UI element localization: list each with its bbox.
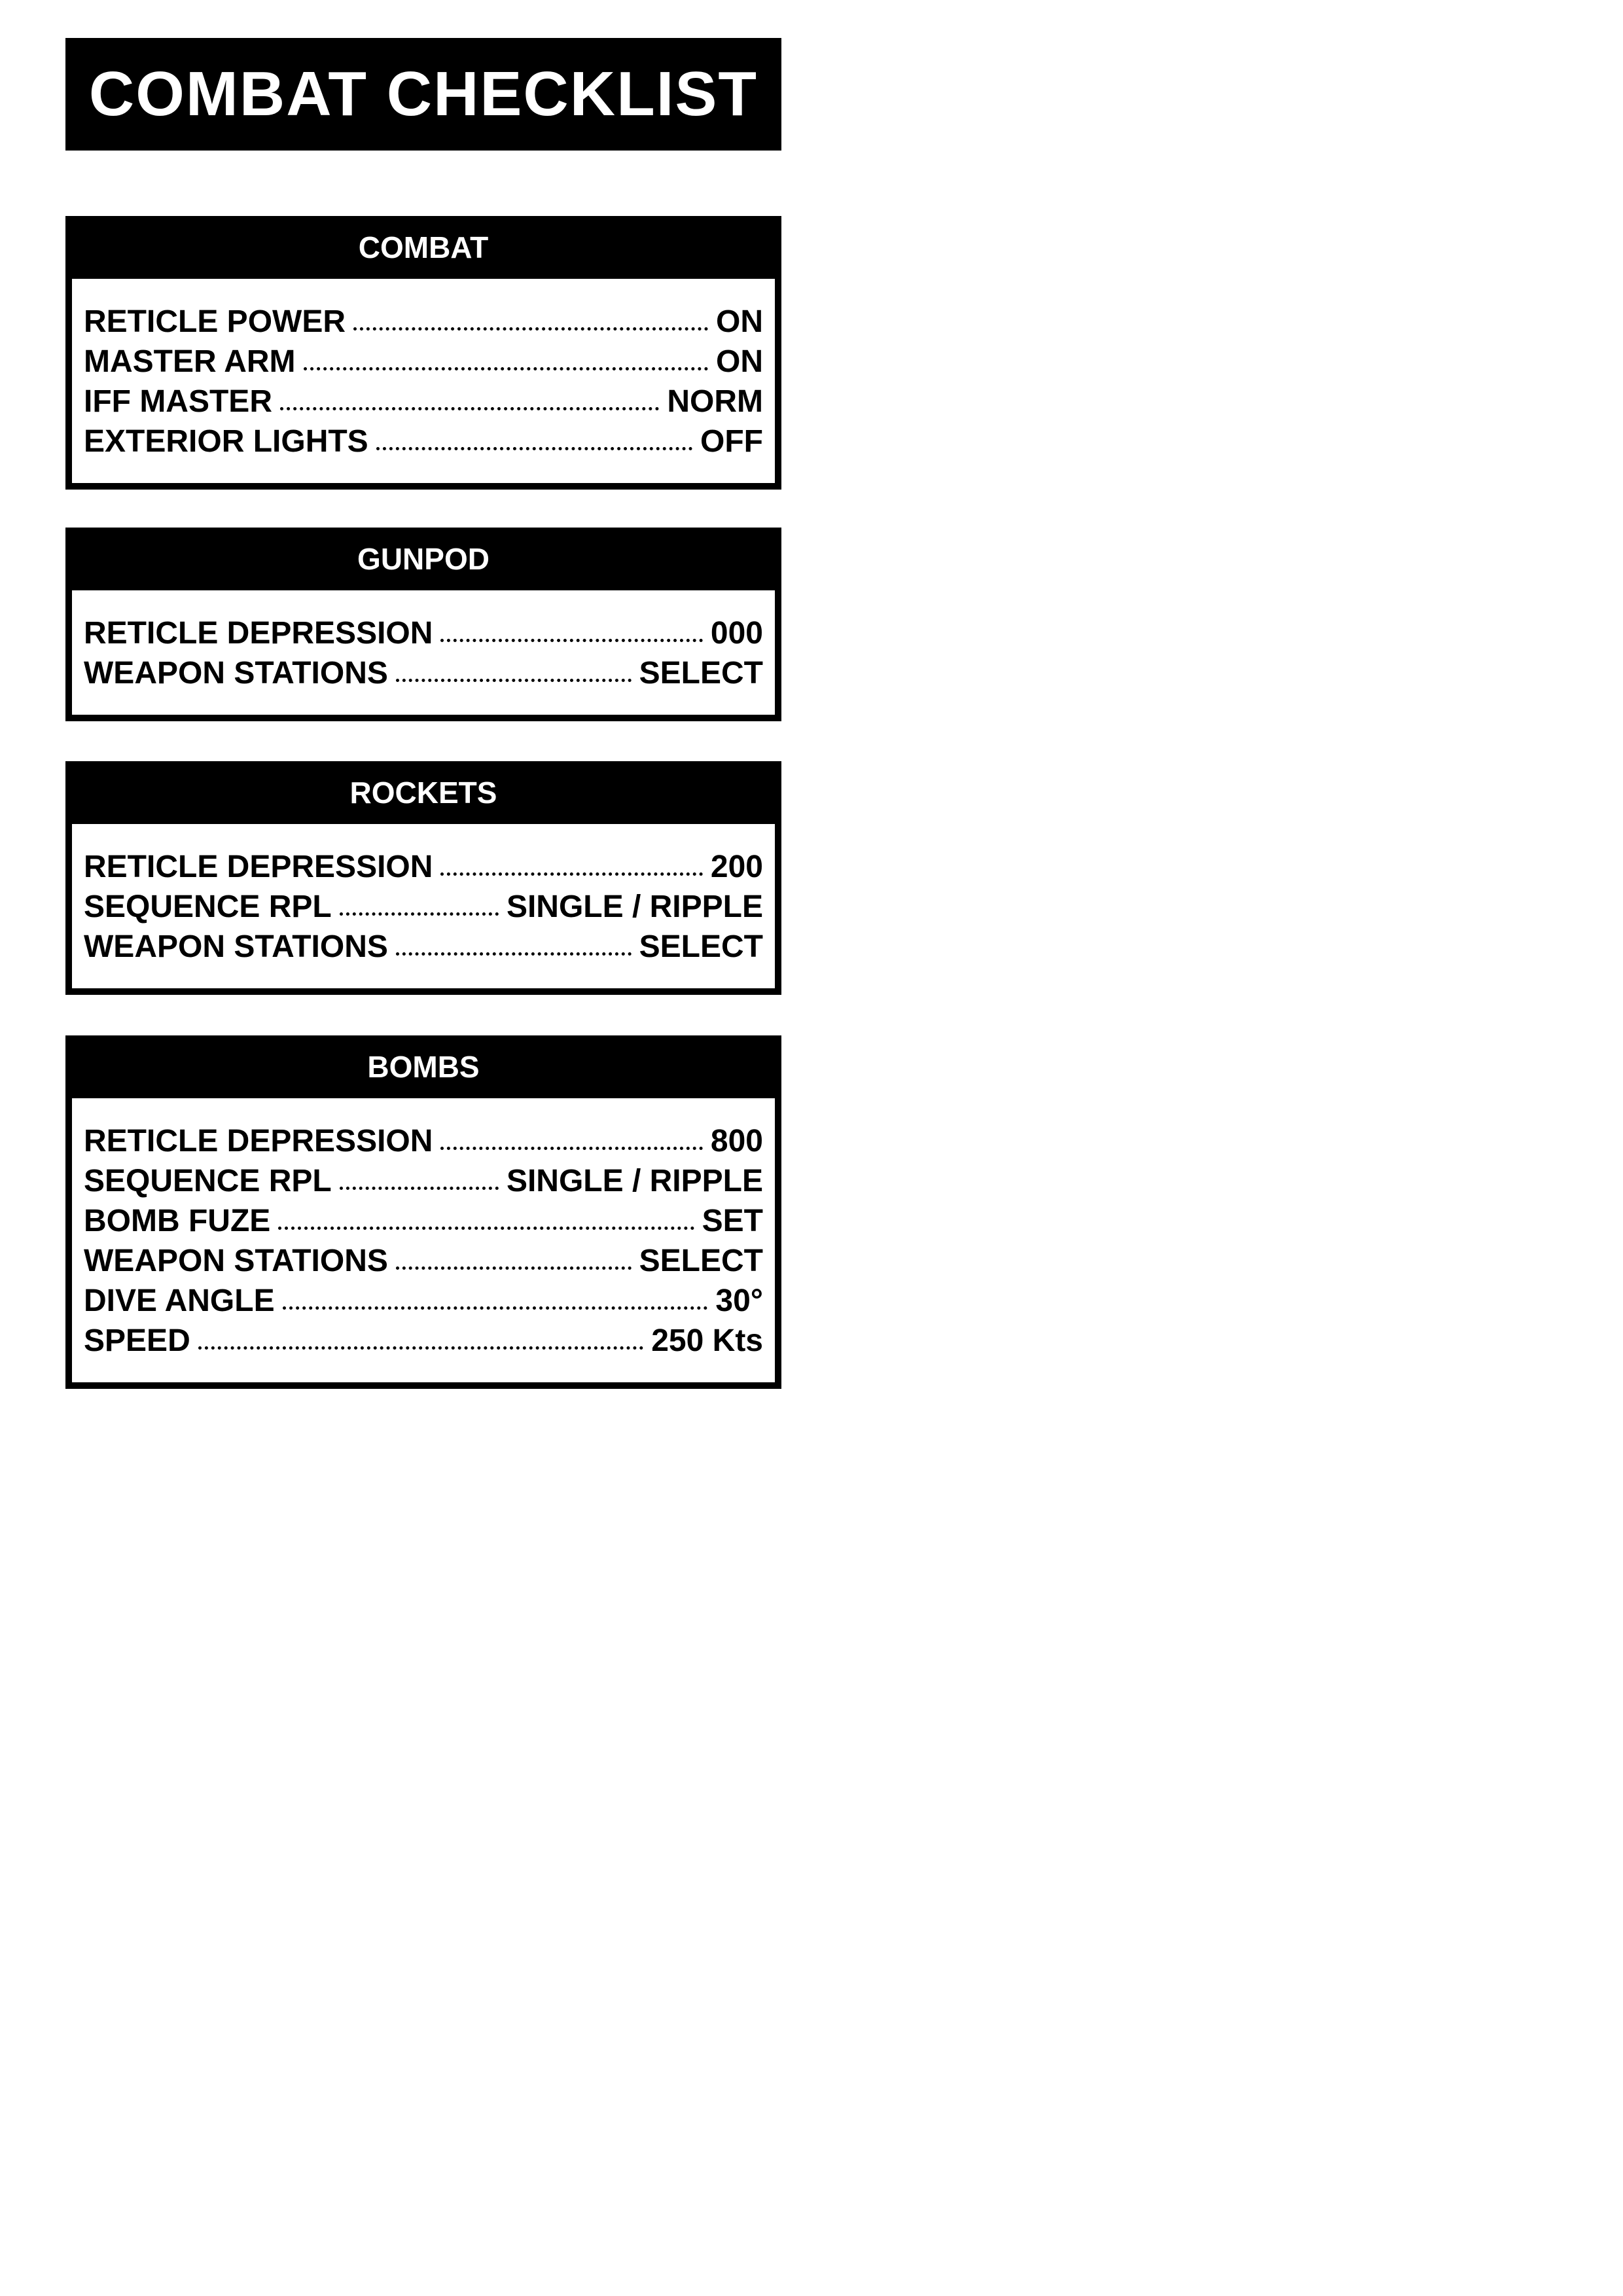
item-label: WEAPON STATIONS <box>84 656 388 691</box>
dot-leader <box>283 1306 708 1310</box>
item-value: 250 Kts <box>651 1323 763 1358</box>
item-value: SELECT <box>639 1244 763 1278</box>
item-label: RETICLE POWER <box>84 304 346 339</box>
dot-leader <box>396 952 632 956</box>
item-label: IFF MASTER <box>84 384 272 419</box>
checklist-item <box>84 849 763 889</box>
item-label: RETICLE DEPRESSION <box>84 1124 433 1158</box>
checklist-item <box>84 1163 763 1203</box>
dot-leader <box>198 1346 644 1350</box>
checklist-item <box>84 615 763 655</box>
section-bombs <box>65 1035 781 1389</box>
item-label: WEAPON STATIONS <box>84 1244 388 1278</box>
item-value: 200 <box>710 850 763 884</box>
item-value: 800 <box>710 1124 763 1158</box>
dot-leader <box>440 639 702 642</box>
item-label: WEAPON STATIONS <box>84 929 388 964</box>
section-gunpod <box>65 528 781 721</box>
dot-leader <box>396 1266 632 1270</box>
item-label: SEQUENCE RPL <box>84 889 332 924</box>
checklist-item <box>84 1243 763 1283</box>
checklist-item <box>84 929 763 969</box>
dot-leader <box>304 367 708 370</box>
dot-leader <box>278 1227 694 1230</box>
item-value: SINGLE / RIPPLE <box>506 1164 763 1198</box>
item-value: NORM <box>667 384 763 419</box>
item-value: SELECT <box>639 929 763 964</box>
section-combat <box>65 216 781 490</box>
section-rockets <box>65 761 781 995</box>
dot-leader <box>340 912 499 916</box>
checklist-item <box>84 1283 763 1323</box>
checklist-item <box>84 655 763 695</box>
item-label: RETICLE DEPRESSION <box>84 850 433 884</box>
checklist-item <box>84 1123 763 1163</box>
section-body <box>72 1098 775 1382</box>
dot-leader <box>440 872 702 876</box>
item-label: SEQUENCE RPL <box>84 1164 332 1198</box>
dot-leader <box>396 679 632 682</box>
item-label: EXTERIOR LIGHTS <box>84 424 368 459</box>
checklist-item <box>84 304 763 344</box>
item-value: ON <box>716 304 763 339</box>
section-header: COMBAT <box>358 230 489 264</box>
section-header: ROCKETS <box>349 776 497 810</box>
item-value: SINGLE / RIPPLE <box>506 889 763 924</box>
item-label: SPEED <box>84 1323 190 1358</box>
item-label: BOMB FUZE <box>84 1204 271 1238</box>
item-value: SELECT <box>639 656 763 691</box>
item-value: SET <box>702 1204 763 1238</box>
item-value: OFF <box>700 424 763 459</box>
checklist-item <box>84 384 763 423</box>
checklist-item <box>84 423 763 463</box>
page-title: COMBAT CHECKLIST <box>65 38 781 151</box>
item-value: 000 <box>710 616 763 651</box>
checklist-item <box>84 1203 763 1243</box>
dot-leader <box>353 327 708 331</box>
section-header: GUNPOD <box>357 542 490 576</box>
item-label: MASTER ARM <box>84 344 296 379</box>
item-label: RETICLE DEPRESSION <box>84 616 433 651</box>
item-label: DIVE ANGLE <box>84 1283 275 1318</box>
item-value: 30° <box>715 1283 763 1318</box>
section-header: BOMBS <box>367 1050 480 1084</box>
dot-leader <box>280 407 659 410</box>
dot-leader <box>440 1147 702 1150</box>
section-body <box>72 824 775 988</box>
dot-leader <box>340 1187 499 1190</box>
checklist-item <box>84 889 763 929</box>
section-body <box>72 590 775 715</box>
checklist-item <box>84 344 763 384</box>
dot-leader <box>376 447 692 450</box>
item-value: ON <box>716 344 763 379</box>
section-body <box>72 279 775 483</box>
checklist-item <box>84 1323 763 1363</box>
